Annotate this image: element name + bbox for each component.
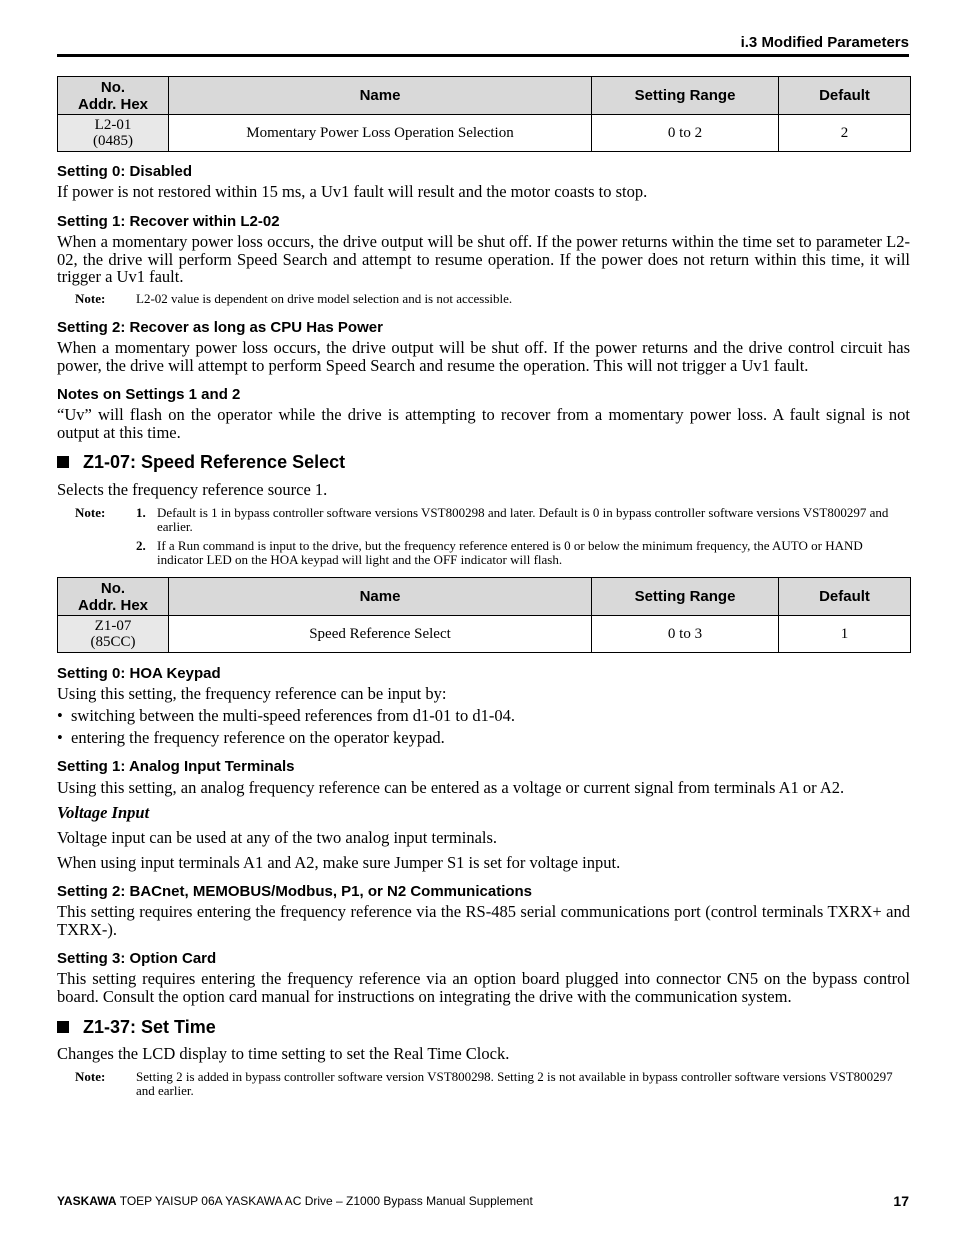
- column-header-range: Setting Range: [592, 578, 779, 616]
- bullet-icon: •: [57, 706, 63, 725]
- section-title: i.3 Modified Parameters: [740, 34, 909, 51]
- note-label: Note:: [75, 1069, 106, 1084]
- footer-brand: YASKAWA: [57, 1194, 117, 1208]
- paragraph: Using this setting, an analog frequency reference can be entered as a voltage or current signal from terminals A1 or A2.: [57, 778, 845, 797]
- setting-heading: Setting 2: BACnet, MEMOBUS/Modbus, P1, or N2 Communications: [57, 883, 533, 900]
- column-header-addr: No. Addr. Hex: [58, 77, 169, 115]
- paragraph: Selects the frequency reference source 1.: [57, 480, 328, 499]
- table-header-row: [58, 578, 911, 616]
- table-row: [58, 616, 911, 653]
- note-text: If a Run command is input to the drive, but the frequency reference entered is 0 or below the minimum frequency, the AUTO or HAND indicator LED on the HOA keypad will light and the OFF indicator will flash.: [157, 538, 863, 567]
- paragraph: Changes the LCD display to time setting to set the Real Time Clock.: [57, 1044, 510, 1063]
- column-header-name: Name: [169, 578, 592, 616]
- column-header-default: Default: [779, 77, 911, 115]
- bullet-icon: •: [57, 728, 63, 747]
- header-rule: [57, 54, 909, 57]
- square-bullet-icon: [57, 1021, 69, 1033]
- section-heading-z1-37: Z1-37: Set Time: [57, 1017, 216, 1037]
- parameter-table-z1-07: [57, 577, 911, 653]
- footer: [57, 1194, 533, 1208]
- setting-heading: Setting 1: Recover within L2-02: [57, 213, 280, 230]
- section-heading-z1-07: Z1-07: Speed Reference Select: [57, 452, 345, 472]
- paragraph: This setting requires entering the frequency reference via the RS-485 serial communications port (control terminals TXRX+ and TXRX-).: [57, 902, 910, 939]
- cell-default: 1: [779, 616, 911, 653]
- paragraph: Voltage input can be used at any of the two analog input terminals.: [57, 828, 498, 847]
- paragraph: When a momentary power loss occurs, the drive output will be shut off. If the power returns within the time set to parameter L2-02, the drive will perform Speed Search and attempt to resume operation. If the power does not return within this time, it will trigger a Uv1 fault.: [57, 232, 910, 286]
- parameter-table-l2-01: [57, 76, 911, 152]
- cell-addr: Z1-07 (85CC): [58, 616, 169, 653]
- square-bullet-icon: [57, 456, 69, 468]
- note-text: L2-02 value is dependent on drive model selection and is not accessible.: [136, 291, 513, 306]
- note-number: 1.: [136, 505, 146, 520]
- table-row: [58, 115, 911, 152]
- paragraph: When a momentary power loss occurs, the drive output will be shut off. If the power returns and the drive control circuit has power, the drive will attempt to perform Speed Search and resume the operation. This will not trigger a Uv1 fault.: [57, 338, 910, 375]
- page-number: 17: [893, 1193, 909, 1209]
- column-header-addr: No. Addr. Hex: [58, 578, 169, 616]
- note-number: 2.: [136, 538, 146, 553]
- cell-name: Momentary Power Loss Operation Selection: [169, 115, 592, 152]
- note-label: Note:: [75, 505, 106, 520]
- cell-range: 0 to 3: [592, 616, 779, 653]
- footer-doc-text: TOEP YAISUP 06A YASKAWA AC Drive – Z1000 Bypass Manual Supplement: [119, 1194, 533, 1208]
- column-header-default: Default: [779, 578, 911, 616]
- setting-heading: Setting 3: Option Card: [57, 950, 217, 967]
- cell-range: 0 to 2: [592, 115, 779, 152]
- setting-heading: Setting 0: HOA Keypad: [57, 665, 221, 682]
- cell-addr: L2-01 (0485): [58, 115, 169, 152]
- table-header-row: [58, 77, 911, 115]
- column-header-name: Name: [169, 77, 592, 115]
- setting-heading: Notes on Settings 1 and 2: [57, 386, 241, 403]
- paragraph: This setting requires entering the frequency reference via an option board plugged into connector CN5 on the bypass control board. Consult the option card manual for instructions on integrating the drive with the communication system.: [57, 969, 910, 1006]
- setting-heading: Setting 1: Analog Input Terminals: [57, 758, 295, 775]
- note-text: Setting 2 is added in bypass controller software version VST800298. Setting 2 is not available in bypass controller software versions VST800297 and earlier.: [136, 1069, 893, 1098]
- paragraph: “Uv” will flash on the operator while the drive is attempting to recover from a momentary power loss. A fault signal is not output at this time.: [57, 405, 910, 442]
- cell-name: Speed Reference Select: [169, 616, 592, 653]
- paragraph: If power is not restored within 15 ms, a Uv1 fault will result and the motor coasts to stop.: [57, 182, 648, 201]
- paragraph: Using this setting, the frequency reference can be input by:: [57, 684, 447, 703]
- note-text: Default is 1 in bypass controller software versions VST800298 and later. Default is 0 in bypass controller software versions VST800297 and earlier.: [157, 505, 889, 534]
- cell-default: 2: [779, 115, 911, 152]
- setting-heading: Setting 0: Disabled: [57, 163, 193, 180]
- note-label: Note:: [75, 291, 106, 306]
- column-header-range: Setting Range: [592, 77, 779, 115]
- setting-heading: Setting 2: Recover as long as CPU Has Power: [57, 319, 383, 336]
- subheading-voltage-input: Voltage Input: [57, 803, 150, 822]
- paragraph: When using input terminals A1 and A2, make sure Jumper S1 is set for voltage input.: [57, 853, 621, 872]
